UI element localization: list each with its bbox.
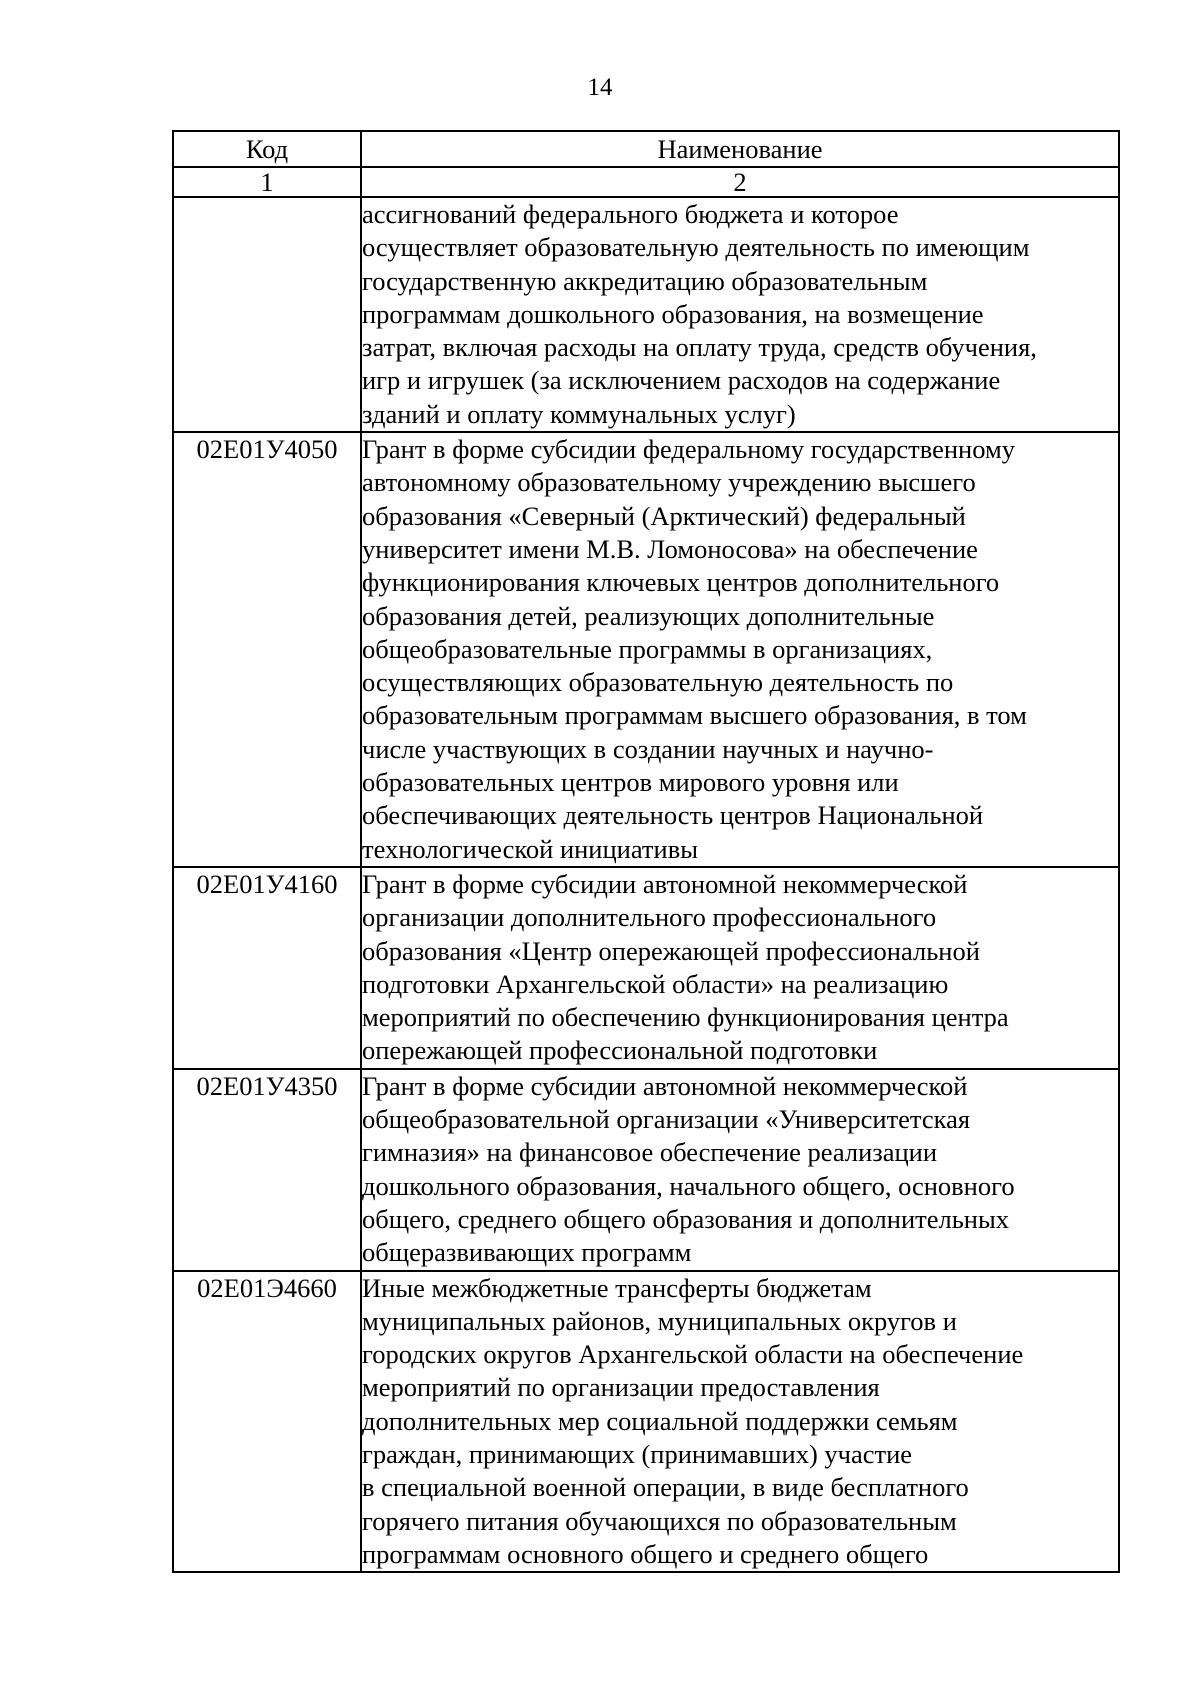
- row-name: [361, 867, 1119, 1069]
- row-name-line: мероприятий по организации предоставления: [362, 1372, 880, 1403]
- row-name-line: общеобразовательной организации «Университетская: [362, 1104, 971, 1135]
- row-name-line: общеобразовательные программы в организациях,: [362, 633, 933, 664]
- row-name-line: образования «Центр опережающей профессиональной: [362, 935, 980, 966]
- row-name-line: горячего питания обучающихся по образовательным: [362, 1505, 957, 1536]
- budget-code-table: [172, 130, 1120, 1573]
- row-name-line: программам основного общего и среднего общего: [362, 1538, 929, 1569]
- row-code: 02Е01У4050: [173, 432, 361, 867]
- row-name-line: технологической инициативы: [362, 833, 699, 864]
- row-name-line: городских округов Архангельской области на обеспечение: [362, 1339, 1024, 1370]
- row-name-line: автономному образовательному учреждению высшего: [362, 467, 976, 498]
- row-name-line: зданий и оплату коммунальных услуг): [362, 398, 796, 429]
- row-name-line: Грант в форме субсидии автономной некоммерческой: [362, 1070, 968, 1101]
- row-name-line: образовательных центров мирового уровня или: [362, 767, 899, 798]
- row-name-line: образовательным программам высшего образования, в том: [362, 700, 1027, 731]
- table-header-row: [173, 131, 1119, 167]
- row-name-line: гимназия» на финансовое обеспечение реализации: [362, 1137, 938, 1168]
- row-name-line: мероприятий по обеспечению функционирования центра: [362, 1002, 1009, 1033]
- row-name-line: Иные межбюджетные трансферты бюджетам: [362, 1272, 872, 1303]
- row-name-line: обеспечивающих деятельность центров Национальной: [362, 800, 984, 831]
- row-name-line: в специальной военной операции, в виде бесплатного: [362, 1472, 969, 1503]
- row-code: 02Е01У4160: [173, 867, 361, 1069]
- page-number: 14: [587, 74, 613, 101]
- column-number-1: 1: [173, 167, 361, 197]
- row-name-line: осуществляет образовательную деятельность по имеющим: [362, 232, 1030, 263]
- table-row: [173, 197, 1119, 432]
- row-name-line: программам дошкольного образования, на возмещение: [362, 298, 984, 329]
- row-name-line: дошкольного образования, начального общего, основного: [362, 1170, 1015, 1201]
- row-name-line: ассигнований федерального бюджета и которое: [362, 199, 899, 229]
- table-row: [173, 1271, 1119, 1573]
- row-name: [361, 432, 1119, 867]
- row-name-line: граждан, принимающих (принимавших) участие: [362, 1438, 913, 1469]
- row-name-line: дополнительных мер социальной поддержки семьям: [362, 1405, 958, 1436]
- row-name-line: Грант в форме субсидии федеральному государственному: [362, 434, 1015, 465]
- row-name: [361, 197, 1119, 432]
- row-name-line: общего, среднего общего образования и дополнительных: [362, 1203, 1010, 1234]
- row-name-line: числе участвующих в создании научных и научно-: [362, 733, 934, 764]
- row-name-line: игр и игрушек (за исключением расходов на содержание: [362, 365, 1001, 396]
- row-name-line: функционирования ключевых центров дополнительного: [362, 567, 1000, 598]
- row-code: [173, 197, 361, 432]
- table-row: [173, 1069, 1119, 1271]
- row-code: 02Е01Э4660: [173, 1271, 361, 1573]
- table-row: [173, 432, 1119, 867]
- row-name-line: образования «Северный (Арктический) федеральный: [362, 500, 966, 531]
- row-code: 02Е01У4350: [173, 1069, 361, 1271]
- row-name-line: общеразвивающих программ: [362, 1237, 692, 1268]
- table-row: [173, 867, 1119, 1069]
- row-name-line: университет имени М.В. Ломоносова» на обеспечение: [362, 533, 978, 564]
- header-code: Код: [173, 131, 361, 167]
- row-name-line: опережающей профессиональной подготовки: [362, 1035, 878, 1066]
- row-name-line: образования детей, реализующих дополнительные: [362, 600, 935, 631]
- row-name-line: организации дополнительного профессионального: [362, 902, 937, 933]
- table-body: [173, 197, 1119, 1572]
- row-name: [361, 1271, 1119, 1573]
- row-name: [361, 1069, 1119, 1271]
- row-name-line: подготовки Архангельской области» на реализацию: [362, 968, 949, 999]
- row-name-line: затрат, включая расходы на оплату труда, средств обучения,: [362, 332, 1037, 363]
- column-number-row: [173, 167, 1119, 197]
- column-number-2: 2: [361, 167, 1119, 197]
- row-name-line: муниципальных районов, муниципальных округов и: [362, 1305, 957, 1336]
- row-name-line: Грант в форме субсидии автономной некоммерческой: [362, 868, 968, 899]
- header-name: Наименование: [361, 131, 1119, 167]
- row-name-line: государственную аккредитацию образовательным: [362, 265, 928, 296]
- row-name-line: осуществляющих образовательную деятельность по: [362, 667, 954, 698]
